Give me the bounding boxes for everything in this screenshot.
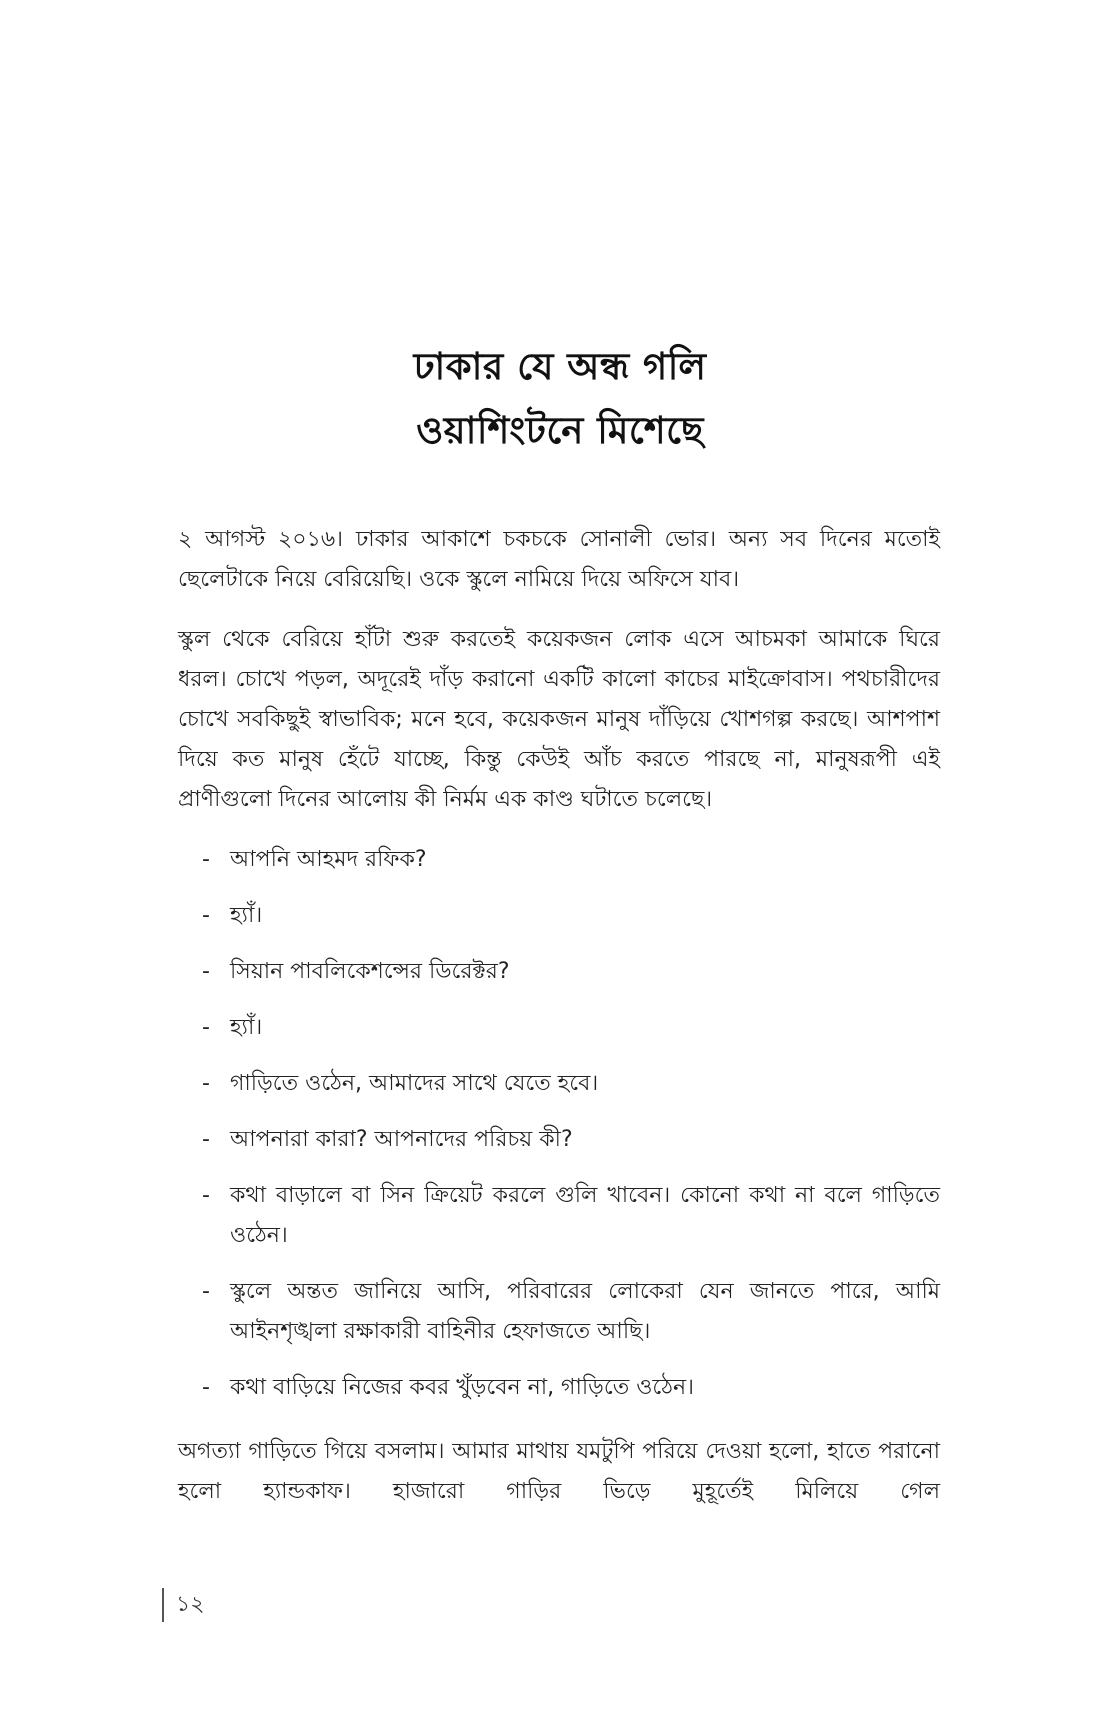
- dialogue-line: [190, 1120, 940, 1160]
- dialogue-line: [190, 952, 940, 992]
- dialogue-text: সিয়ান পাবলিকেশন্সের ডিরেক্টর?: [230, 959, 510, 984]
- dialogue-dash: -: [202, 1279, 210, 1304]
- chapter-title: [160, 335, 960, 463]
- dialogue-dash: -: [202, 1015, 210, 1040]
- chapter-title-line-1: ঢাকার যে অন্ধ গলি: [413, 345, 707, 388]
- chapter-title-line-2: ওয়াশিংটনে মিশেছে: [416, 409, 704, 452]
- dialogue-line: [190, 1176, 940, 1256]
- dialogue-dash: -: [202, 1375, 210, 1400]
- dialogue-text: আপনারা কারা? আপনাদের পরিচয় কী?: [230, 1127, 573, 1152]
- dialogue-block: [178, 840, 940, 1408]
- dialogue-line: [190, 840, 940, 880]
- dialogue-dash: -: [202, 1071, 210, 1096]
- dialogue-dash: -: [202, 959, 210, 984]
- paragraph-closing: অগত্যা গাড়িতে গিয়ে বসলাম। আমার মাথায় যমটুপি পরিয়ে দেওয়া হলো, হাতে পরানো হলো হ্যান্ডকাফ। হাজারো গাড়ির ভিড়ে মুহূর্তেই মিলিয়ে গেল: [178, 1439, 940, 1504]
- dialogue-dash: -: [202, 847, 210, 872]
- dialogue-line: [190, 1064, 940, 1104]
- dialogue-dash: -: [202, 903, 210, 928]
- dialogue-line: [190, 1272, 940, 1352]
- dialogue-line: [190, 1368, 940, 1408]
- dialogue-text: কথা বাড়িয়ে নিজের কবর খুঁড়বেন না, গাড়িতে ওঠেন।: [230, 1375, 694, 1400]
- dialogue-text: হ্যাঁ।: [230, 1015, 263, 1040]
- paragraph-1: ২ আগস্ট ২০১৬। ঢাকার আকাশে চকচকে সোনালী ভোর। অন্য সব দিনের মতোই ছেলেটাকে নিয়ে বেরিয়েছি। ওকে স্কুলে নামিয়ে দিয়ে অফিসে যাব।: [178, 527, 940, 592]
- page-number-rule: [162, 1588, 164, 1622]
- dialogue-text: গাড়িতে ওঠেন, আমাদের সাথে যেতে হবে।: [230, 1071, 599, 1096]
- page-footer: [162, 1588, 205, 1622]
- paragraph-2: স্কুল থেকে বেরিয়ে হাঁটা শুরু করতেই কয়েকজন লোক এসে আচমকা আমাকে ঘিরে ধরল। চোখে পড়ল, অদূরেই দাঁড় করানো একটি কালো কাচের মাইক্রোবাস। পথচারীদের চোখে সবকিছুই স্বাভাবিক; মনে হবে, কয়েকজন মানুষ দাঁড়িয়ে খোশগল্প করছে। আশপাশ দিয়ে কত মানুষ হেঁটে যাচ্ছে, কিন্তু কেউই আঁচ করতে পারছে না, মানুষরূপী এই প্রাণীগুলো দিনের আলোয় কী নির্মম এক কাণ্ড ঘটাতে চলেছে।: [178, 627, 940, 812]
- dialogue-dash: -: [202, 1183, 210, 1208]
- dialogue-text: হ্যাঁ।: [230, 903, 263, 928]
- dialogue-dash: -: [202, 1127, 210, 1152]
- page-number: ১২: [176, 1591, 205, 1617]
- dialogue-line: [190, 1008, 940, 1048]
- dialogue-text: স্কুলে অন্তত জানিয়ে আসি, পরিবারের লোকেরা যেন জানতে পারে, আমি আইনশৃঙ্খলা রক্ষাকারী বাহিনীর হেফাজতে আছি।: [230, 1279, 940, 1344]
- dialogue-text: আপনি আহমদ রফিক?: [230, 847, 427, 872]
- dialogue-line: [190, 896, 940, 936]
- dialogue-text: কথা বাড়ালে বা সিন ক্রিয়েট করলে গুলি খাবেন। কোনো কথা না বলে গাড়িতে ওঠেন।: [230, 1183, 940, 1248]
- chapter-body: [178, 520, 940, 1532]
